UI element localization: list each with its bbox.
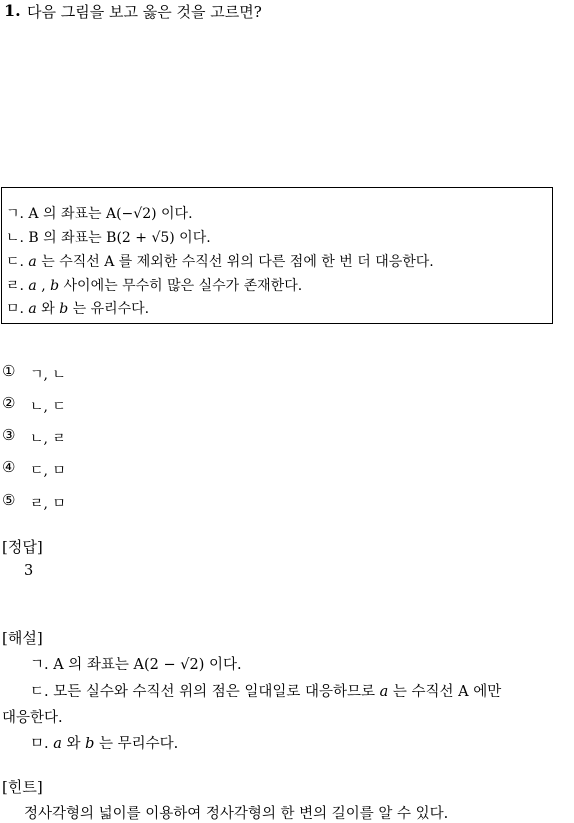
explanation-line-2: ㄷ. 모든 실수와 수직선 위의 점은 일대일로 대응하므로 𝑎 는 수직선 A 에만: [30, 684, 502, 700]
question-number: 1.: [4, 1, 21, 20]
choice-2-marker[interactable]: ②: [2, 394, 16, 412]
choice-4-marker[interactable]: ④: [2, 458, 16, 476]
hint-label: [힌트]: [2, 778, 43, 796]
statement-2: ㄴ. B 의 좌표는 B(2 + √5) 이다.: [6, 230, 211, 246]
statement-1: ㄱ. A 의 좌표는 A(−√2) 이다.: [6, 206, 193, 222]
choice-5-text[interactable]: ㄹ, ㅁ: [30, 496, 66, 512]
choice-3-text[interactable]: ㄴ, ㄹ: [30, 431, 66, 447]
choice-3-marker[interactable]: ③: [2, 426, 16, 444]
statement-3: ㄷ. 𝑎 는 수직선 A 를 제외한 수직선 위의 다른 점에 한 번 더 대응한다.: [6, 254, 434, 270]
explanation-label: [해설]: [2, 629, 43, 647]
explanation-line-3: 대응한다.: [2, 710, 63, 726]
choice-2-text[interactable]: ㄴ, ㄷ: [30, 399, 66, 415]
choice-1-marker[interactable]: ①: [2, 362, 16, 380]
statement-5: ㅁ. 𝑎 와 𝑏 는 유리수다.: [6, 301, 150, 317]
answer-value: 3: [24, 563, 34, 579]
answer-label: [정답]: [2, 538, 43, 556]
question-text: 다음 그림을 보고 옳은 것을 고르면?: [27, 3, 262, 21]
explanation-line-4: ㅁ. 𝑎 와 𝑏 는 무리수다.: [30, 736, 179, 752]
choice-1-text[interactable]: ㄱ, ㄴ: [30, 367, 66, 383]
choice-5-marker[interactable]: ⑤: [2, 491, 16, 509]
choice-4-text[interactable]: ㄷ, ㅁ: [30, 463, 66, 479]
explanation-line-1: ㄱ. A 의 좌표는 A(2 − √2) 이다.: [30, 657, 242, 673]
hint-text: 정사각형의 넓이를 이용하여 정사각형의 한 변의 길이를 알 수 있다.: [24, 806, 449, 822]
statement-4: ㄹ. 𝑎 , 𝑏 사이에는 무수히 많은 실수가 존재한다.: [6, 278, 303, 294]
